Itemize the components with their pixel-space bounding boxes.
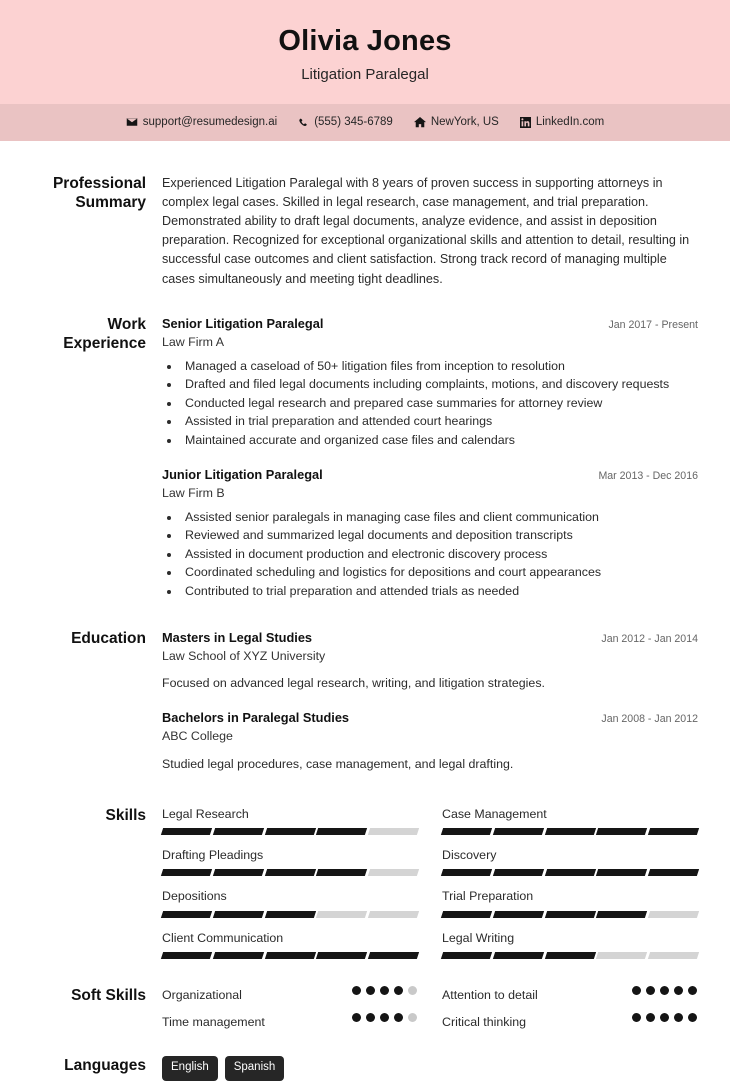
skill-level-bar	[162, 911, 418, 918]
degree-title: Bachelors in Paralegal Studies	[162, 710, 350, 726]
skill-item	[442, 888, 698, 917]
soft-skill-level-dot	[408, 986, 417, 995]
skill-level-segment	[213, 869, 264, 876]
skill-level-segment	[493, 869, 544, 876]
soft-skill-level-dot	[646, 986, 655, 995]
school-name: ABC College	[162, 729, 233, 744]
skill-item	[162, 806, 418, 835]
skill-level-segment	[316, 828, 367, 835]
phone-icon	[298, 116, 309, 128]
skill-level-segment	[264, 869, 315, 876]
soft-skill-level-dots	[352, 986, 418, 995]
skill-name: Legal Research	[162, 806, 249, 821]
experience-bullet: • Assisted in document production and electronic discovery process	[181, 546, 698, 564]
skill-level-segment	[213, 828, 264, 835]
soft-skill-level-dot	[380, 1013, 389, 1022]
section-soft-skills	[32, 959, 698, 1030]
skill-level-bar	[162, 952, 418, 959]
resume-body	[0, 141, 730, 1081]
experience-bullet: • Contributed to trial preparation and attended trials as needed	[181, 583, 698, 601]
soft-skill-level-dots	[352, 1013, 418, 1022]
skill-level-segment	[316, 952, 367, 959]
skill-level-segment	[544, 828, 595, 835]
skills-grid	[162, 806, 698, 959]
skill-name: Legal Writing	[442, 930, 515, 945]
skill-level-bar	[162, 828, 418, 835]
skill-item	[442, 806, 698, 835]
experience-bullet: • Assisted in trial preparation and attended court hearings	[181, 413, 698, 431]
page-title: Olivia Jones	[278, 25, 452, 57]
degree-title: Masters in Legal Studies	[162, 629, 313, 645]
contact-value: NewYork, US	[430, 116, 499, 129]
skill-level-segment	[648, 911, 699, 918]
skill-level-segment	[596, 869, 647, 876]
soft-skill-level-dots	[632, 986, 698, 995]
section-label-skills: Skills	[105, 806, 146, 824]
education-entry	[162, 629, 698, 694]
skill-level-bar	[442, 869, 698, 876]
soft-skill-name: Critical thinking	[442, 1014, 527, 1029]
soft-skill-level-dot	[674, 986, 683, 995]
soft-skill-name: Organizational	[162, 988, 242, 1003]
soft-skill-level-dot	[632, 1013, 641, 1022]
experience-bullet: • Reviewed and summarized legal documents and deposition transcripts	[181, 527, 698, 545]
skill-level-segment	[596, 828, 647, 835]
skill-level-segment	[368, 869, 419, 876]
skill-level-segment	[596, 952, 647, 959]
soft-skill-level-dot	[394, 986, 403, 995]
section-professional-summary	[32, 141, 698, 289]
skill-level-segment	[544, 952, 595, 959]
resume-header	[0, 0, 730, 104]
contact-value: support@resumedesign.ai	[142, 116, 278, 129]
job-role: Senior Litigation Paralegal	[162, 315, 324, 331]
envelope-icon	[126, 116, 138, 128]
skill-level-segment	[441, 952, 492, 959]
soft-skill-level-dot	[660, 1013, 669, 1022]
experience-entry	[162, 315, 698, 450]
skill-level-segment	[161, 952, 212, 959]
experience-bullet-list	[181, 509, 698, 601]
job-title: Litigation Paralegal	[301, 65, 429, 83]
experience-bullet: • Managed a caseload of 50+ litigation files from inception to resolution	[181, 358, 698, 376]
soft-skill-level-dot	[674, 1013, 683, 1022]
skill-level-segment	[648, 952, 699, 959]
contact-item-envelope[interactable]	[126, 116, 277, 128]
skill-name: Client Communication	[162, 930, 284, 945]
soft-skill-level-dot	[366, 986, 375, 995]
skill-level-segment	[544, 911, 595, 918]
soft-skill-level-dots	[632, 1013, 698, 1022]
home-icon	[414, 116, 426, 128]
skill-level-segment	[441, 828, 492, 835]
experience-bullet-list	[181, 358, 698, 450]
education-date-range: Jan 2012 - Jan 2014	[601, 632, 698, 645]
skill-level-segment	[441, 911, 492, 918]
section-label-soft-skills: Soft Skills	[71, 987, 146, 1005]
experience-entry-header	[162, 315, 698, 332]
languages-list	[162, 1056, 698, 1081]
section-label-experience: Work Experience	[63, 315, 146, 353]
skill-level-bar	[442, 911, 698, 918]
summary-text: Experienced Litigation Paralegal with 8 years of proven success in supporting attorneys in complex legal cases. Skilled in legal research, case management, and trial preparation. Demonstrated ability to draft legal documents, analyze evidence, and assist in deposition preparation. Recognized for exceptional organizational skills and attention to detail, resulting in successful case outcomes and client satisfaction. Strong track record of managing multiple cases simultaneously and meeting tight deadlines.	[162, 175, 690, 286]
soft-skill-item	[442, 1013, 698, 1031]
section-work-experience	[32, 289, 698, 603]
skill-level-bar	[442, 828, 698, 835]
education-description: Studied legal procedures, case management, and legal drafting.	[162, 756, 514, 771]
skill-item	[162, 847, 418, 876]
skill-level-segment	[368, 952, 419, 959]
section-label-languages: Languages	[64, 1057, 146, 1075]
experience-bullet: • Coordinated scheduling and logistics for depositions and court appearances	[181, 564, 698, 582]
experience-bullet: • Drafted and filed legal documents including complaints, motions, and discovery requests	[181, 376, 698, 394]
section-label-education: Education	[71, 629, 146, 647]
skill-level-segment	[264, 911, 315, 918]
skill-name: Discovery	[442, 847, 497, 862]
contact-bar	[0, 104, 730, 141]
skill-level-bar	[442, 952, 698, 959]
experience-bullet: • Assisted senior paralegals in managing case files and client communication	[181, 509, 698, 527]
skill-level-segment	[368, 828, 419, 835]
experience-bullet: • Maintained accurate and organized case files and calendars	[181, 432, 698, 450]
skill-level-segment	[264, 952, 315, 959]
contact-value: LinkedIn.com	[535, 116, 605, 129]
soft-skill-name: Attention to detail	[442, 988, 538, 1003]
soft-skill-level-dot	[688, 986, 697, 995]
education-entry-header	[162, 629, 698, 646]
skill-level-segment	[493, 952, 544, 959]
skill-level-segment	[161, 869, 212, 876]
skill-item	[162, 888, 418, 917]
section-languages	[32, 1030, 698, 1081]
language-badge: Spanish	[225, 1056, 285, 1081]
soft-skill-item	[442, 986, 698, 1004]
language-badge: English	[162, 1056, 218, 1081]
linkedin-icon	[520, 117, 531, 128]
skill-name: Trial Preparation	[442, 889, 534, 904]
soft-skills-grid	[162, 986, 698, 1030]
skill-level-segment	[316, 869, 367, 876]
education-entry-header	[162, 709, 698, 726]
experience-entry	[162, 466, 698, 601]
education-date-range: Jan 2008 - Jan 2012	[601, 713, 698, 726]
contact-item-linkedin[interactable]	[520, 116, 604, 128]
skill-level-segment	[161, 911, 212, 918]
education-description: Focused on advanced legal research, writing, and litigation strategies.	[162, 676, 545, 691]
school-name: Law School of XYZ University	[162, 648, 326, 663]
job-date-range: Jan 2017 - Present	[608, 318, 698, 331]
job-role: Junior Litigation Paralegal	[162, 466, 323, 482]
skill-level-bar	[162, 869, 418, 876]
contact-item-home[interactable]	[414, 116, 499, 128]
skill-level-segment	[648, 869, 699, 876]
soft-skill-level-dot	[380, 986, 389, 995]
skill-level-segment	[213, 952, 264, 959]
education-entries	[162, 629, 698, 776]
skill-level-segment	[596, 911, 647, 918]
skill-name: Case Management	[442, 806, 547, 821]
skill-level-segment	[264, 828, 315, 835]
soft-skill-level-dot	[352, 986, 361, 995]
skill-level-segment	[368, 911, 419, 918]
soft-skill-level-dot	[688, 1013, 697, 1022]
skill-level-segment	[316, 911, 367, 918]
skill-level-segment	[544, 869, 595, 876]
soft-skill-level-dot	[352, 1013, 361, 1022]
soft-skill-level-dot	[366, 1013, 375, 1022]
skill-level-segment	[493, 911, 544, 918]
soft-skill-item	[162, 1013, 418, 1031]
soft-skill-level-dot	[646, 1013, 655, 1022]
soft-skill-level-dot	[660, 986, 669, 995]
skill-item	[442, 847, 698, 876]
skill-name: Depositions	[162, 889, 227, 904]
soft-skill-level-dot	[408, 1013, 417, 1022]
contact-item-phone[interactable]	[298, 116, 393, 128]
section-education	[32, 603, 698, 776]
skill-level-segment	[161, 828, 212, 835]
soft-skill-name: Time management	[162, 1014, 265, 1029]
employer-name: Law Firm B	[162, 485, 225, 500]
experience-bullet: • Conducted legal research and prepared case summaries for attorney review	[181, 395, 698, 413]
skill-level-segment	[493, 828, 544, 835]
soft-skill-level-dot	[632, 986, 641, 995]
skill-item	[162, 930, 418, 959]
section-label-summary: Professional Summary	[52, 174, 146, 212]
employer-name: Law Firm A	[162, 334, 224, 349]
skill-name: Drafting Pleadings	[162, 847, 264, 862]
job-date-range: Mar 2013 - Dec 2016	[598, 469, 698, 482]
skill-level-segment	[648, 828, 699, 835]
soft-skill-item	[162, 986, 418, 1004]
skill-level-segment	[213, 911, 264, 918]
contact-value: (555) 345-6789	[314, 116, 393, 129]
soft-skill-level-dot	[394, 1013, 403, 1022]
education-entry	[162, 709, 698, 774]
experience-entry-header	[162, 466, 698, 483]
skill-item	[442, 930, 698, 959]
experience-entries	[162, 315, 698, 603]
section-skills	[32, 776, 698, 959]
skill-level-segment	[441, 869, 492, 876]
